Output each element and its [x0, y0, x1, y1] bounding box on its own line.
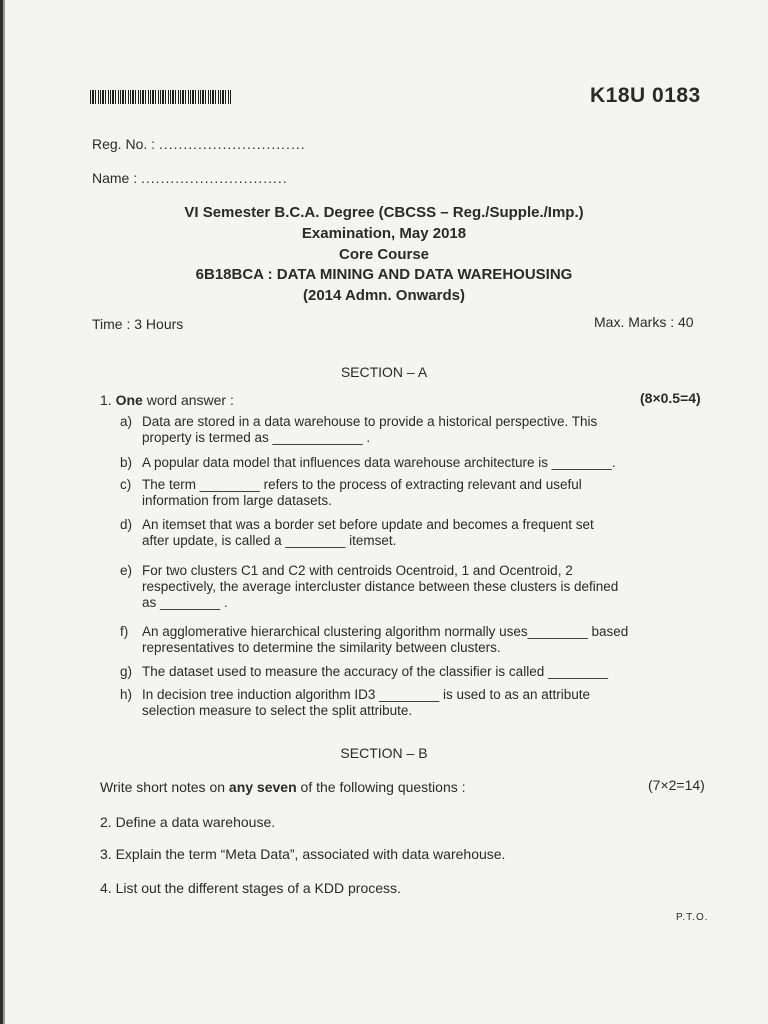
question-1-number: 1.	[100, 392, 112, 408]
item-line-1: A popular data model that influences data warehouse architecture is ________.	[142, 455, 616, 470]
item-line-2: respectively, the average intercluster distance between these clusters is defined	[142, 579, 619, 594]
item-h	[120, 687, 685, 719]
item-label: f)	[120, 624, 129, 639]
item-line-2: selection measure to select the split attribute.	[142, 703, 413, 718]
question-number: 2.	[100, 814, 112, 830]
item-label: e)	[120, 563, 133, 578]
item-b	[120, 455, 685, 471]
section-b-heading: SECTION – B	[340, 745, 428, 761]
item-a	[120, 414, 685, 446]
item-d	[120, 517, 685, 549]
item-line-1: The term ________ refers to the process of extracting relevant and useful	[142, 477, 582, 492]
item-line-2: after update, is called a ________ itemset.	[142, 533, 397, 548]
question-4	[100, 880, 401, 896]
item-f	[120, 624, 685, 656]
item-line-2: representatives to determine the similarity between clusters.	[142, 640, 501, 655]
item-e	[120, 563, 685, 611]
time-label: Time : 3 Hours	[92, 316, 184, 332]
question-2	[100, 814, 275, 830]
instruction-post: of the following questions :	[300, 779, 466, 795]
question-number: 3.	[100, 846, 112, 862]
section-a-marks: (8×0.5=4)	[640, 390, 701, 406]
question-text: Explain the term “Meta Data”, associated with data warehouse.	[115, 846, 506, 862]
title-line-2: Examination, May 2018	[301, 225, 467, 242]
question-text: Define a data warehouse.	[115, 814, 276, 830]
scan-edge	[0, 0, 10, 1024]
item-line-1: An itemset that was a border set before update and becomes a frequent set	[142, 517, 594, 532]
item-label: h)	[120, 687, 133, 702]
max-marks-label: Max. Marks : 40	[594, 314, 694, 330]
name-dots: ..............................	[141, 170, 288, 186]
reg-no-dots: ..............................	[158, 136, 306, 152]
item-line-1: For two clusters C1 and C2 with centroids Ocentroid, 1 and Ocentroid, 2	[142, 563, 573, 578]
title-line-1: VI Semester B.C.A. Degree (CBCSS – Reg./Supple./Imp.)	[184, 204, 584, 221]
question-number: 4.	[100, 880, 112, 896]
section-a-heading: SECTION – A	[340, 364, 428, 380]
item-line-1: An agglomerative hierarchical clustering algorithm normally uses________ based	[142, 624, 629, 639]
reg-no-field	[92, 136, 306, 152]
item-line-3: as ________ .	[142, 595, 228, 610]
name-label: Name :	[92, 170, 138, 186]
barcode	[90, 90, 232, 104]
title-line-5: (2014 Admn. Onwards)	[303, 287, 465, 304]
section-b-marks: (7×2=14)	[648, 777, 705, 793]
question-1	[100, 392, 234, 408]
item-label: b)	[120, 455, 133, 470]
instruction-bold: any seven	[228, 779, 297, 795]
question-1-bold: One	[115, 392, 143, 408]
item-label: c)	[120, 477, 132, 492]
item-label: d)	[120, 517, 133, 532]
item-line-1: Data are stored in a data warehouse to provide a historical perspective. This	[142, 414, 598, 429]
item-label: a)	[120, 414, 133, 429]
question-3	[100, 846, 505, 862]
reg-no-label: Reg. No. :	[92, 136, 156, 152]
pto-label: P.T.O.	[676, 912, 709, 923]
item-line-2: information from large datasets.	[142, 493, 332, 508]
item-line-2: property is termed as ____________ .	[142, 430, 371, 445]
item-c	[120, 477, 685, 509]
paper-code: K18U 0183	[590, 84, 701, 107]
instruction-pre: Write short notes on	[100, 779, 226, 795]
name-field	[92, 170, 288, 186]
question-1-text: word answer :	[146, 392, 234, 408]
item-g	[120, 664, 685, 680]
title-line-3: Core Course	[338, 246, 430, 263]
item-line-1: The dataset used to measure the accuracy of the classifier is called ________	[142, 664, 609, 679]
title-line-4: 6B18BCA : DATA MINING AND DATA WAREHOUSING	[195, 266, 573, 283]
section-b-instruction	[100, 779, 466, 795]
item-label: g)	[120, 664, 133, 679]
item-line-1: In decision tree induction algorithm ID3 ________ is used to as an attribute	[142, 687, 591, 702]
question-text: List out the different stages of a KDD process.	[115, 880, 401, 896]
